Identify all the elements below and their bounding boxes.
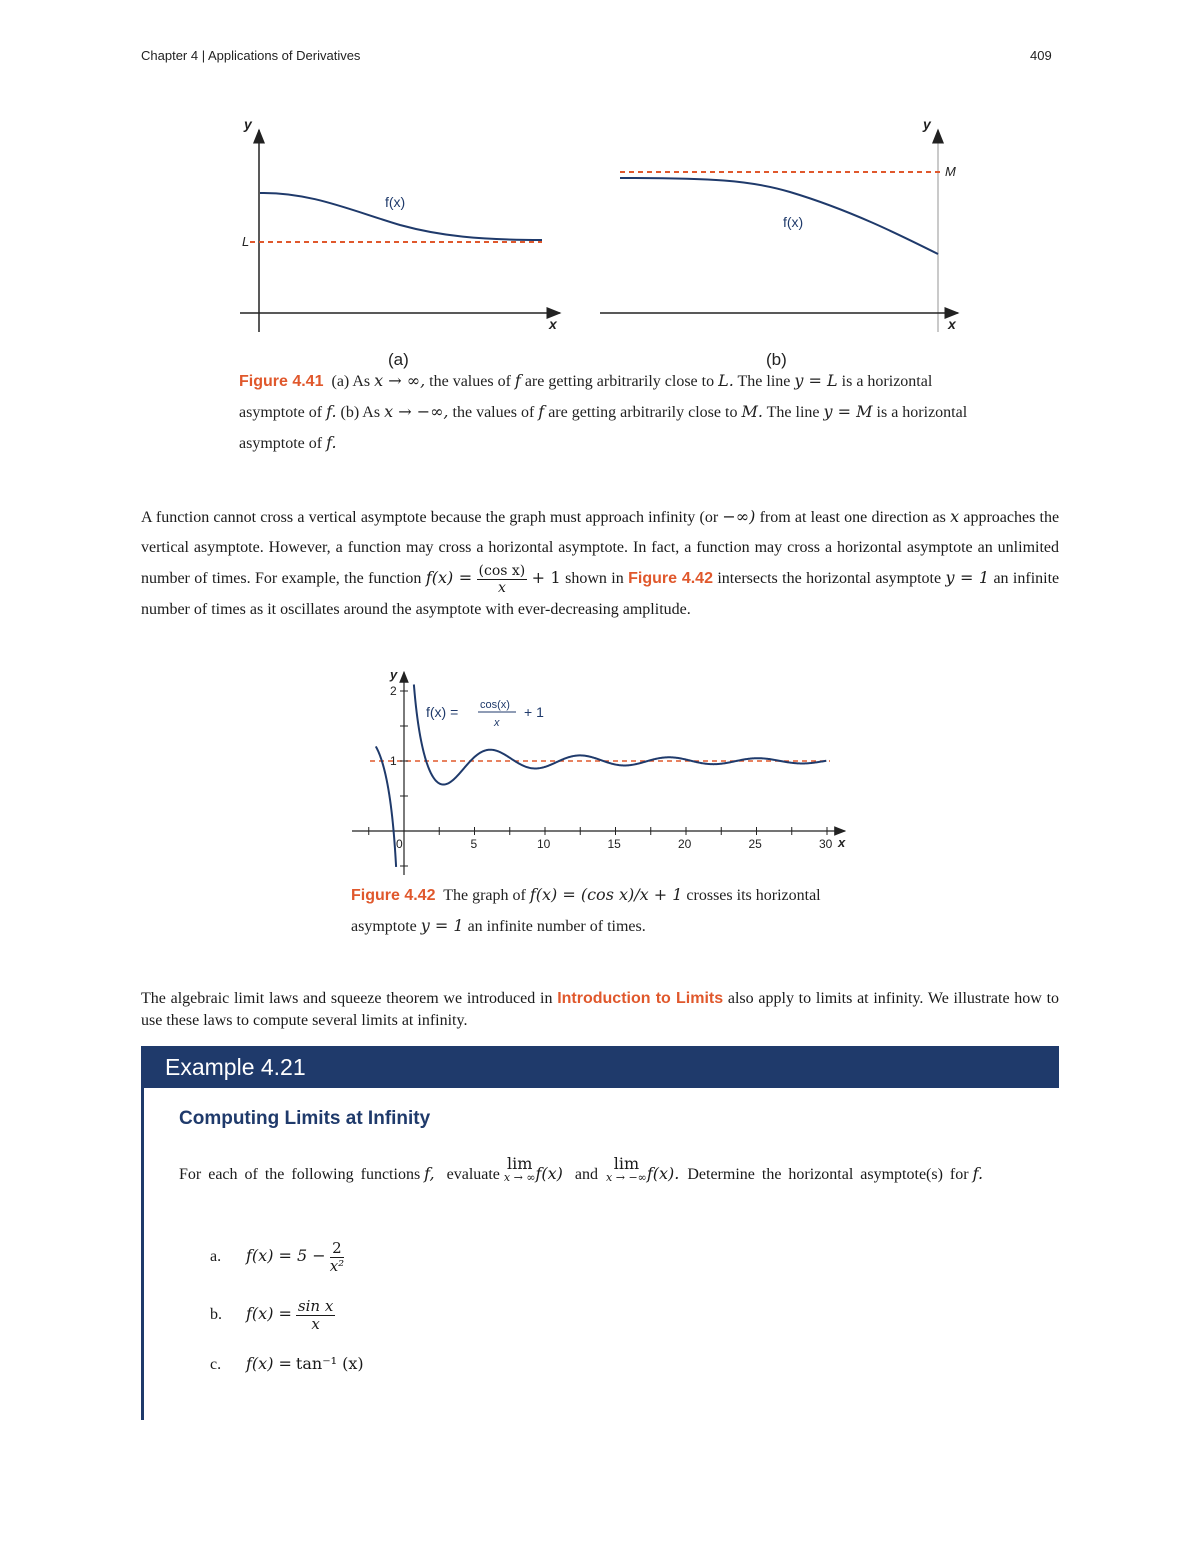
caption-math: x → ∞, (374, 371, 426, 390)
paragraph-math: x (950, 507, 960, 526)
paragraph-text: an infinite number of times as it oscillates around the asymptote with ever-decreasing amplitude. (141, 570, 1060, 618)
caption-text: (a) As (331, 373, 371, 390)
paragraph-math: f(x) = (425, 568, 473, 587)
caption-math: y = 1 (420, 916, 464, 935)
item-fraction (329, 1238, 345, 1275)
figure-4-42-link[interactable]: Figure 4.42 (628, 570, 713, 587)
example-text: Determine the horizontal asymptote(s) for (687, 1166, 969, 1183)
item-marker: c. (210, 1356, 222, 1373)
paragraph-asymptotes (141, 502, 1059, 625)
fraction-numerator: sin x (297, 1296, 334, 1315)
caption-math: y = L (794, 371, 838, 390)
running-header: Chapter 4 | Applications of Derivatives (141, 48, 361, 63)
caption-math: L. (718, 371, 734, 390)
paragraph-math: y = 1 (945, 568, 990, 587)
item-marker: b. (210, 1306, 222, 1323)
caption-text: an infinite number of times. (467, 918, 646, 935)
x-tick-label: 15 (607, 837, 621, 851)
item-math: f(x) = 5 − (246, 1246, 326, 1265)
paragraph-text: The algebraic limit laws and squeeze theorem we introduced in (141, 990, 553, 1007)
panel-b-curve (620, 178, 938, 254)
example-item-c (210, 1346, 364, 1383)
limit-subscript: x → −∞ (606, 1171, 647, 1184)
figure-4-42-label: Figure 4.42 (351, 887, 436, 904)
fraction-denominator: x (311, 1314, 320, 1333)
y-tick-label: 2 (390, 684, 397, 698)
x-tick-label: 20 (678, 837, 692, 851)
caption-text: are getting arbitrarily close to (524, 373, 715, 390)
cos-fraction (477, 564, 528, 595)
panel-a-graph (240, 116, 560, 369)
caption-text: is a horizontal asymptote of (239, 373, 933, 421)
chart-curve-label-num: cos(x) (480, 699, 510, 711)
example-text: evaluate (446, 1166, 500, 1183)
example-item-a (210, 1238, 344, 1275)
example-left-rule (141, 1088, 144, 1420)
caption-math: x → −∞, (384, 402, 449, 421)
example-title: Computing Limits at Infinity (179, 1108, 431, 1129)
x-tick-label: 10 (537, 837, 551, 851)
panel-a-x-label: x (549, 316, 557, 332)
example-header (141, 1046, 1059, 1088)
caption-text: (b) As (340, 404, 381, 421)
paragraph-text: approaches the vertical asymptote. However, a function may cross a horizontal asymptote. In fact, a function may cross a horizontal asymptote an unlimited number of times. For example, the function (141, 509, 1060, 587)
example-item-b (210, 1296, 335, 1333)
paragraph-text: shown in (565, 570, 624, 587)
caption-math: f (538, 402, 545, 421)
example-math: f(x) (535, 1164, 563, 1183)
item-math: f(x) = (246, 1354, 292, 1373)
example-text: For each of the following functions (179, 1166, 421, 1183)
paragraph-math: + 1 (531, 568, 561, 587)
fraction-numerator: 2 (330, 1241, 344, 1258)
caption-math: M. (741, 402, 763, 421)
chart-x-label: x (838, 835, 846, 850)
panel-a-y-label: y (244, 116, 252, 132)
chart-y-label: y (390, 667, 398, 682)
paragraph-text: from at least one direction as (759, 509, 946, 526)
caption-text: The graph of (443, 887, 526, 904)
panel-b-curve-label: f(x) (783, 214, 804, 230)
caption-text: are getting arbitrarily close to (548, 404, 738, 421)
limit-subscript: x → ∞ (503, 1171, 536, 1184)
paragraph-text: also apply to limits at infinity. We illustrate how to use these laws to compute several limits at infinity. (141, 990, 1060, 1029)
chart-curve-label-den: x (494, 717, 500, 729)
fraction-numerator: (cos x) (478, 562, 526, 579)
item-math: tan⁻¹ (x) (295, 1354, 364, 1373)
caption-math: f(x) = (cos x)/x + 1 (529, 885, 683, 904)
x-tick-label: 25 (748, 837, 762, 851)
caption-text: crosses its horizontal asymptote (351, 887, 821, 935)
example-math: f, (424, 1164, 435, 1183)
paragraph-limit-laws (141, 988, 1059, 1032)
panel-b-graph (600, 116, 958, 369)
example-prompt (179, 1156, 1029, 1193)
paragraph-math: −∞) (722, 507, 756, 526)
x-tick-label: 5 (470, 837, 478, 851)
caption-text: The line (737, 373, 791, 390)
panel-b-asymptote-label: M (945, 164, 956, 179)
limit-to-infinity (504, 1156, 536, 1183)
panel-b-label: (b) (766, 350, 787, 369)
paragraph-text: A function cannot cross a vertical asymptote because the graph must approach infinity (or (141, 509, 719, 526)
chart-curve-right (414, 685, 826, 785)
panel-a-asymptote-label: L (242, 234, 250, 249)
item-math: f(x) = (246, 1304, 292, 1323)
caption-text: The line (766, 404, 820, 421)
figure-4-41-caption (239, 366, 969, 459)
page-number: 409 (1030, 48, 1052, 63)
caption-text: is a horizontal asymptote of (239, 404, 968, 452)
caption-text: the values of (452, 404, 535, 421)
caption-text: the values of (429, 373, 511, 390)
limit-word: lim (506, 1154, 533, 1173)
caption-math: f. (326, 433, 337, 452)
panel-a-label: (a) (388, 350, 409, 369)
paragraph-text: intersects the horizontal asymptote (717, 570, 942, 587)
caption-math: f. (326, 402, 337, 421)
chart-curve-label: f(x) = (426, 704, 459, 720)
chart-origin-label: 0 (396, 837, 403, 851)
figure-4-41-label: Figure 4.41 (239, 373, 324, 390)
limit-to-negative-infinity (606, 1156, 647, 1183)
panel-b-y-label: y (923, 116, 931, 132)
figure-4-42-caption (351, 880, 821, 942)
figure-4-42-chart (340, 660, 860, 880)
example-math: f(x). (646, 1164, 680, 1183)
figure-4-41 (230, 110, 990, 370)
panel-b-x-label: x (948, 316, 956, 332)
fraction-denominator: x (497, 579, 506, 596)
example-number: Example 4.21 (165, 1054, 306, 1080)
x-tick-label: 30 (819, 837, 833, 851)
chart-curve-label-tail: + 1 (524, 704, 544, 720)
introduction-to-limits-link[interactable]: Introduction to Limits (557, 990, 724, 1007)
fraction-denominator: x² (329, 1256, 345, 1275)
limit-word: lim (613, 1154, 640, 1173)
caption-math: f (514, 371, 521, 390)
caption-math: y = M (823, 402, 873, 421)
item-fraction (296, 1296, 335, 1333)
panel-a-curve-label: f(x) (385, 194, 406, 210)
item-marker: a. (210, 1248, 222, 1265)
y-tick-label: 1 (390, 754, 397, 768)
example-math: f. (972, 1164, 984, 1183)
example-text: and (574, 1166, 599, 1183)
